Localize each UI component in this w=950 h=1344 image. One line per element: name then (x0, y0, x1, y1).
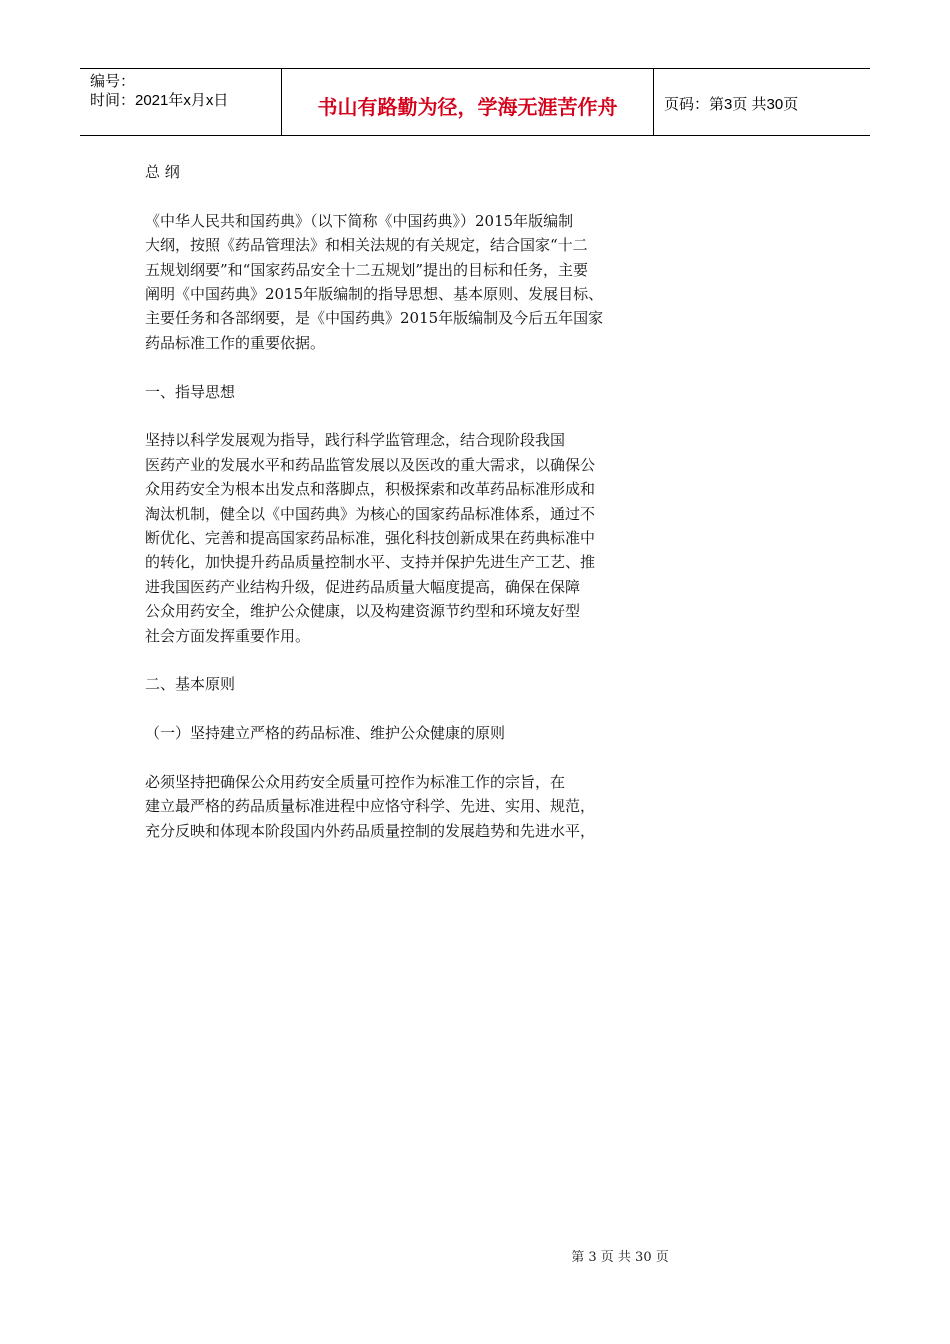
paragraph-line: 必须坚持把确保公众用药安全质量可控作为标准工作的宗旨，在 (145, 773, 566, 792)
header-motto-cell (282, 69, 654, 135)
paragraph-line: 建立最严格的药品质量标准进程中应恪守科学、先进、实用、规范， (145, 797, 596, 816)
motto-text: 书山有路勤为径，学海无涯苦作舟 (317, 94, 618, 119)
header-page-cell (654, 69, 870, 135)
page-info-label: 页码：第3页 共30页 (664, 95, 799, 113)
paragraph-line: 的转化，加快提升药品质量控制水平、支持并保护先进生产工艺、推 (145, 553, 596, 572)
paragraph-line: 医药产业的发展水平和药品监管发展以及医改的重大需求，以确保公 (145, 455, 596, 474)
paragraph-line: 《中华人民共和国药典》（以下简称《中国药典》）2015年版编制 (145, 211, 574, 230)
section-heading-basic-principles: 二、基本原则 (145, 675, 236, 694)
paragraph-line: 药品标准工作的重要依据。 (145, 333, 326, 352)
paragraph-line: 坚持以科学发展观为指导，践行科学监管理念，结合现阶段我国 (145, 431, 566, 450)
paragraph-line: 进我国医药产业结构升级，促进药品质量大幅度提高，确保在保障 (145, 577, 581, 596)
serial-number-label: 编号： (90, 73, 136, 90)
intro-paragraph (145, 209, 685, 355)
date-label: 时间：2021年x月x日 (90, 92, 229, 109)
paragraph-line: 大纲，按照《药品管理法》和相关法规的有关规定，结合国家“十二 (145, 236, 588, 255)
paragraph-line: 断优化、完善和提高国家药品标准，强化科技创新成果在药典标准中 (145, 529, 596, 548)
section-heading-guiding-ideology: 一、指导思想 (145, 382, 236, 401)
document-title: 总 纲 (145, 163, 180, 181)
page-footer (0, 1246, 950, 1265)
paragraph-line: 主要任务和各部纲要，是《中国药典》2015年版编制及今后五年国家 (145, 309, 604, 328)
paragraph-line: 阐明《中国药典》2015年版编制的指导思想、基本原则、发展目标、 (145, 285, 604, 304)
guiding-ideology-paragraph (145, 428, 685, 648)
footer-page-number: 第 3 页 共 30 页 (571, 1250, 669, 1265)
paragraph-line: 五规划纲要”和“国家药品安全十二五规划”提出的目标和任务，主要 (145, 260, 589, 279)
paragraph-line: 公众用药安全，维护公众健康，以及构建资源节约型和环境友好型 (145, 602, 581, 621)
header-meta-cell (80, 69, 282, 135)
paragraph-line: 淘汰机制，健全以《中国药典》为核心的国家药品标准体系，通过不 (145, 504, 596, 523)
paragraph-line: 充分反映和体现本阶段国内外药品质量控制的发展趋势和先进水平， (145, 821, 596, 840)
document-body (145, 160, 685, 843)
subsection-heading-strict-standards: （一）坚持建立严格的药品标准、维护公众健康的原则 (145, 724, 506, 743)
document-header (80, 68, 870, 136)
paragraph-line: 社会方面发挥重要作用。 (145, 626, 311, 645)
strict-standards-paragraph (145, 770, 685, 843)
paragraph-line: 众用药安全为根本出发点和落脚点，积极探索和改革药品标准形成和 (145, 480, 596, 499)
